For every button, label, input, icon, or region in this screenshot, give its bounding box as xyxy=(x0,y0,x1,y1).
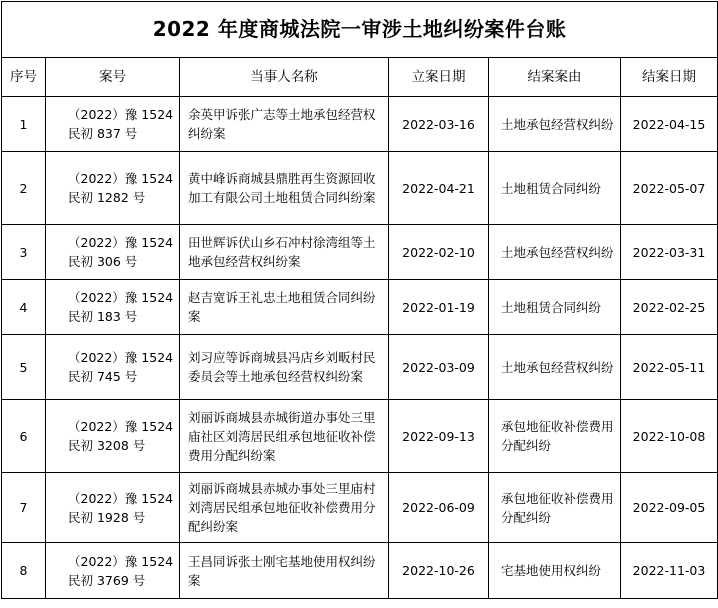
row-closing-date: 2022-02-25 xyxy=(621,280,718,335)
row-filing-date: 2022-06-09 xyxy=(389,473,489,543)
row-filing-date: 2022-04-21 xyxy=(389,152,489,225)
header-parties: 当事人名称 xyxy=(180,58,389,97)
header-case-no: 案号 xyxy=(46,58,180,97)
row-closing-cause: 土地租赁合同纠纷 xyxy=(489,152,621,225)
row-parties: 黄中峰诉商城县鼎胜再生资源回收加工有限公司土地租赁合同纠纷案 xyxy=(180,152,389,225)
header-seq: 序号 xyxy=(2,58,46,97)
row-case-no: （2022）豫 1524 民初 1928 号 xyxy=(46,473,180,543)
table-row xyxy=(2,400,718,473)
header-closing-cause: 结案案由 xyxy=(489,58,621,97)
table-row xyxy=(2,152,718,225)
row-closing-date: 2022-10-08 xyxy=(621,400,718,473)
row-closing-date: 2022-05-07 xyxy=(621,152,718,225)
table-row xyxy=(2,473,718,543)
row-parties: 刘丽诉商城县赤城办事处三里庙村刘湾居民组承包地征收补偿费用分配纠纷案 xyxy=(180,473,389,543)
row-closing-cause: 土地承包经营权纠纷 xyxy=(489,225,621,280)
row-case-no: （2022）豫 1524 民初 183 号 xyxy=(46,280,180,335)
row-seq: 6 xyxy=(2,400,46,473)
row-filing-date: 2022-10-26 xyxy=(389,543,489,599)
header-closing-date: 结案日期 xyxy=(621,58,718,97)
table-row xyxy=(2,225,718,280)
row-filing-date: 2022-01-19 xyxy=(389,280,489,335)
row-filing-date: 2022-09-13 xyxy=(389,400,489,473)
row-parties: 王昌同诉张士刚宅基地使用权纠纷案 xyxy=(180,543,389,599)
title-row xyxy=(2,2,718,58)
row-closing-date: 2022-05-11 xyxy=(621,335,718,400)
row-parties: 刘丽诉商城县赤城街道办事处三里庙社区刘湾居民组承包地征收补偿费用分配纠纷案 xyxy=(180,400,389,473)
row-closing-cause: 土地承包经营权纠纷 xyxy=(489,335,621,400)
row-case-no: （2022）豫 1524 民初 837 号 xyxy=(46,97,180,152)
row-closing-cause: 承包地征收补偿费用分配纠纷 xyxy=(489,400,621,473)
row-case-no: （2022）豫 1524 民初 745 号 xyxy=(46,335,180,400)
row-closing-cause: 土地租赁合同纠纷 xyxy=(489,280,621,335)
row-case-no: （2022）豫 1524 民初 306 号 xyxy=(46,225,180,280)
row-parties: 田世辉诉伏山乡石冲村徐湾组等土地承包经营权纠纷案 xyxy=(180,225,389,280)
row-seq: 3 xyxy=(2,225,46,280)
row-closing-cause: 土地承包经营权纠纷 xyxy=(489,97,621,152)
header-filing-date: 立案日期 xyxy=(389,58,489,97)
row-closing-cause: 宅基地使用权纠纷 xyxy=(489,543,621,599)
row-closing-date: 2022-09-05 xyxy=(621,473,718,543)
row-seq: 2 xyxy=(2,152,46,225)
row-case-no: （2022）豫 1524 民初 3208 号 xyxy=(46,400,180,473)
row-seq: 4 xyxy=(2,280,46,335)
table-row xyxy=(2,335,718,400)
row-closing-date: 2022-03-31 xyxy=(621,225,718,280)
row-seq: 8 xyxy=(2,543,46,599)
case-ledger-table xyxy=(1,1,718,599)
row-parties: 刘习应等诉商城县冯店乡刘畈村民委员会等土地承包经营权纠纷案 xyxy=(180,335,389,400)
row-seq: 1 xyxy=(2,97,46,152)
table-row xyxy=(2,543,718,599)
table-row xyxy=(2,280,718,335)
row-case-no: （2022）豫 1524 民初 3769 号 xyxy=(46,543,180,599)
row-parties: 赵吉宽诉王礼忠土地租赁合同纠纷案 xyxy=(180,280,389,335)
row-case-no: （2022）豫 1524 民初 1282 号 xyxy=(46,152,180,225)
row-seq: 7 xyxy=(2,473,46,543)
row-seq: 5 xyxy=(2,335,46,400)
table-row xyxy=(2,97,718,152)
row-closing-date: 2022-11-03 xyxy=(621,543,718,599)
row-parties: 余英甲诉张广志等土地承包经营权纠纷案 xyxy=(180,97,389,152)
header-row xyxy=(2,58,718,97)
row-filing-date: 2022-03-09 xyxy=(389,335,489,400)
table-title: 2022 年度商城法院一审涉土地纠纷案件台账 xyxy=(2,2,718,58)
row-closing-cause: 承包地征收补偿费用分配纠纷 xyxy=(489,473,621,543)
row-filing-date: 2022-02-10 xyxy=(389,225,489,280)
row-filing-date: 2022-03-16 xyxy=(389,97,489,152)
row-closing-date: 2022-04-15 xyxy=(621,97,718,152)
